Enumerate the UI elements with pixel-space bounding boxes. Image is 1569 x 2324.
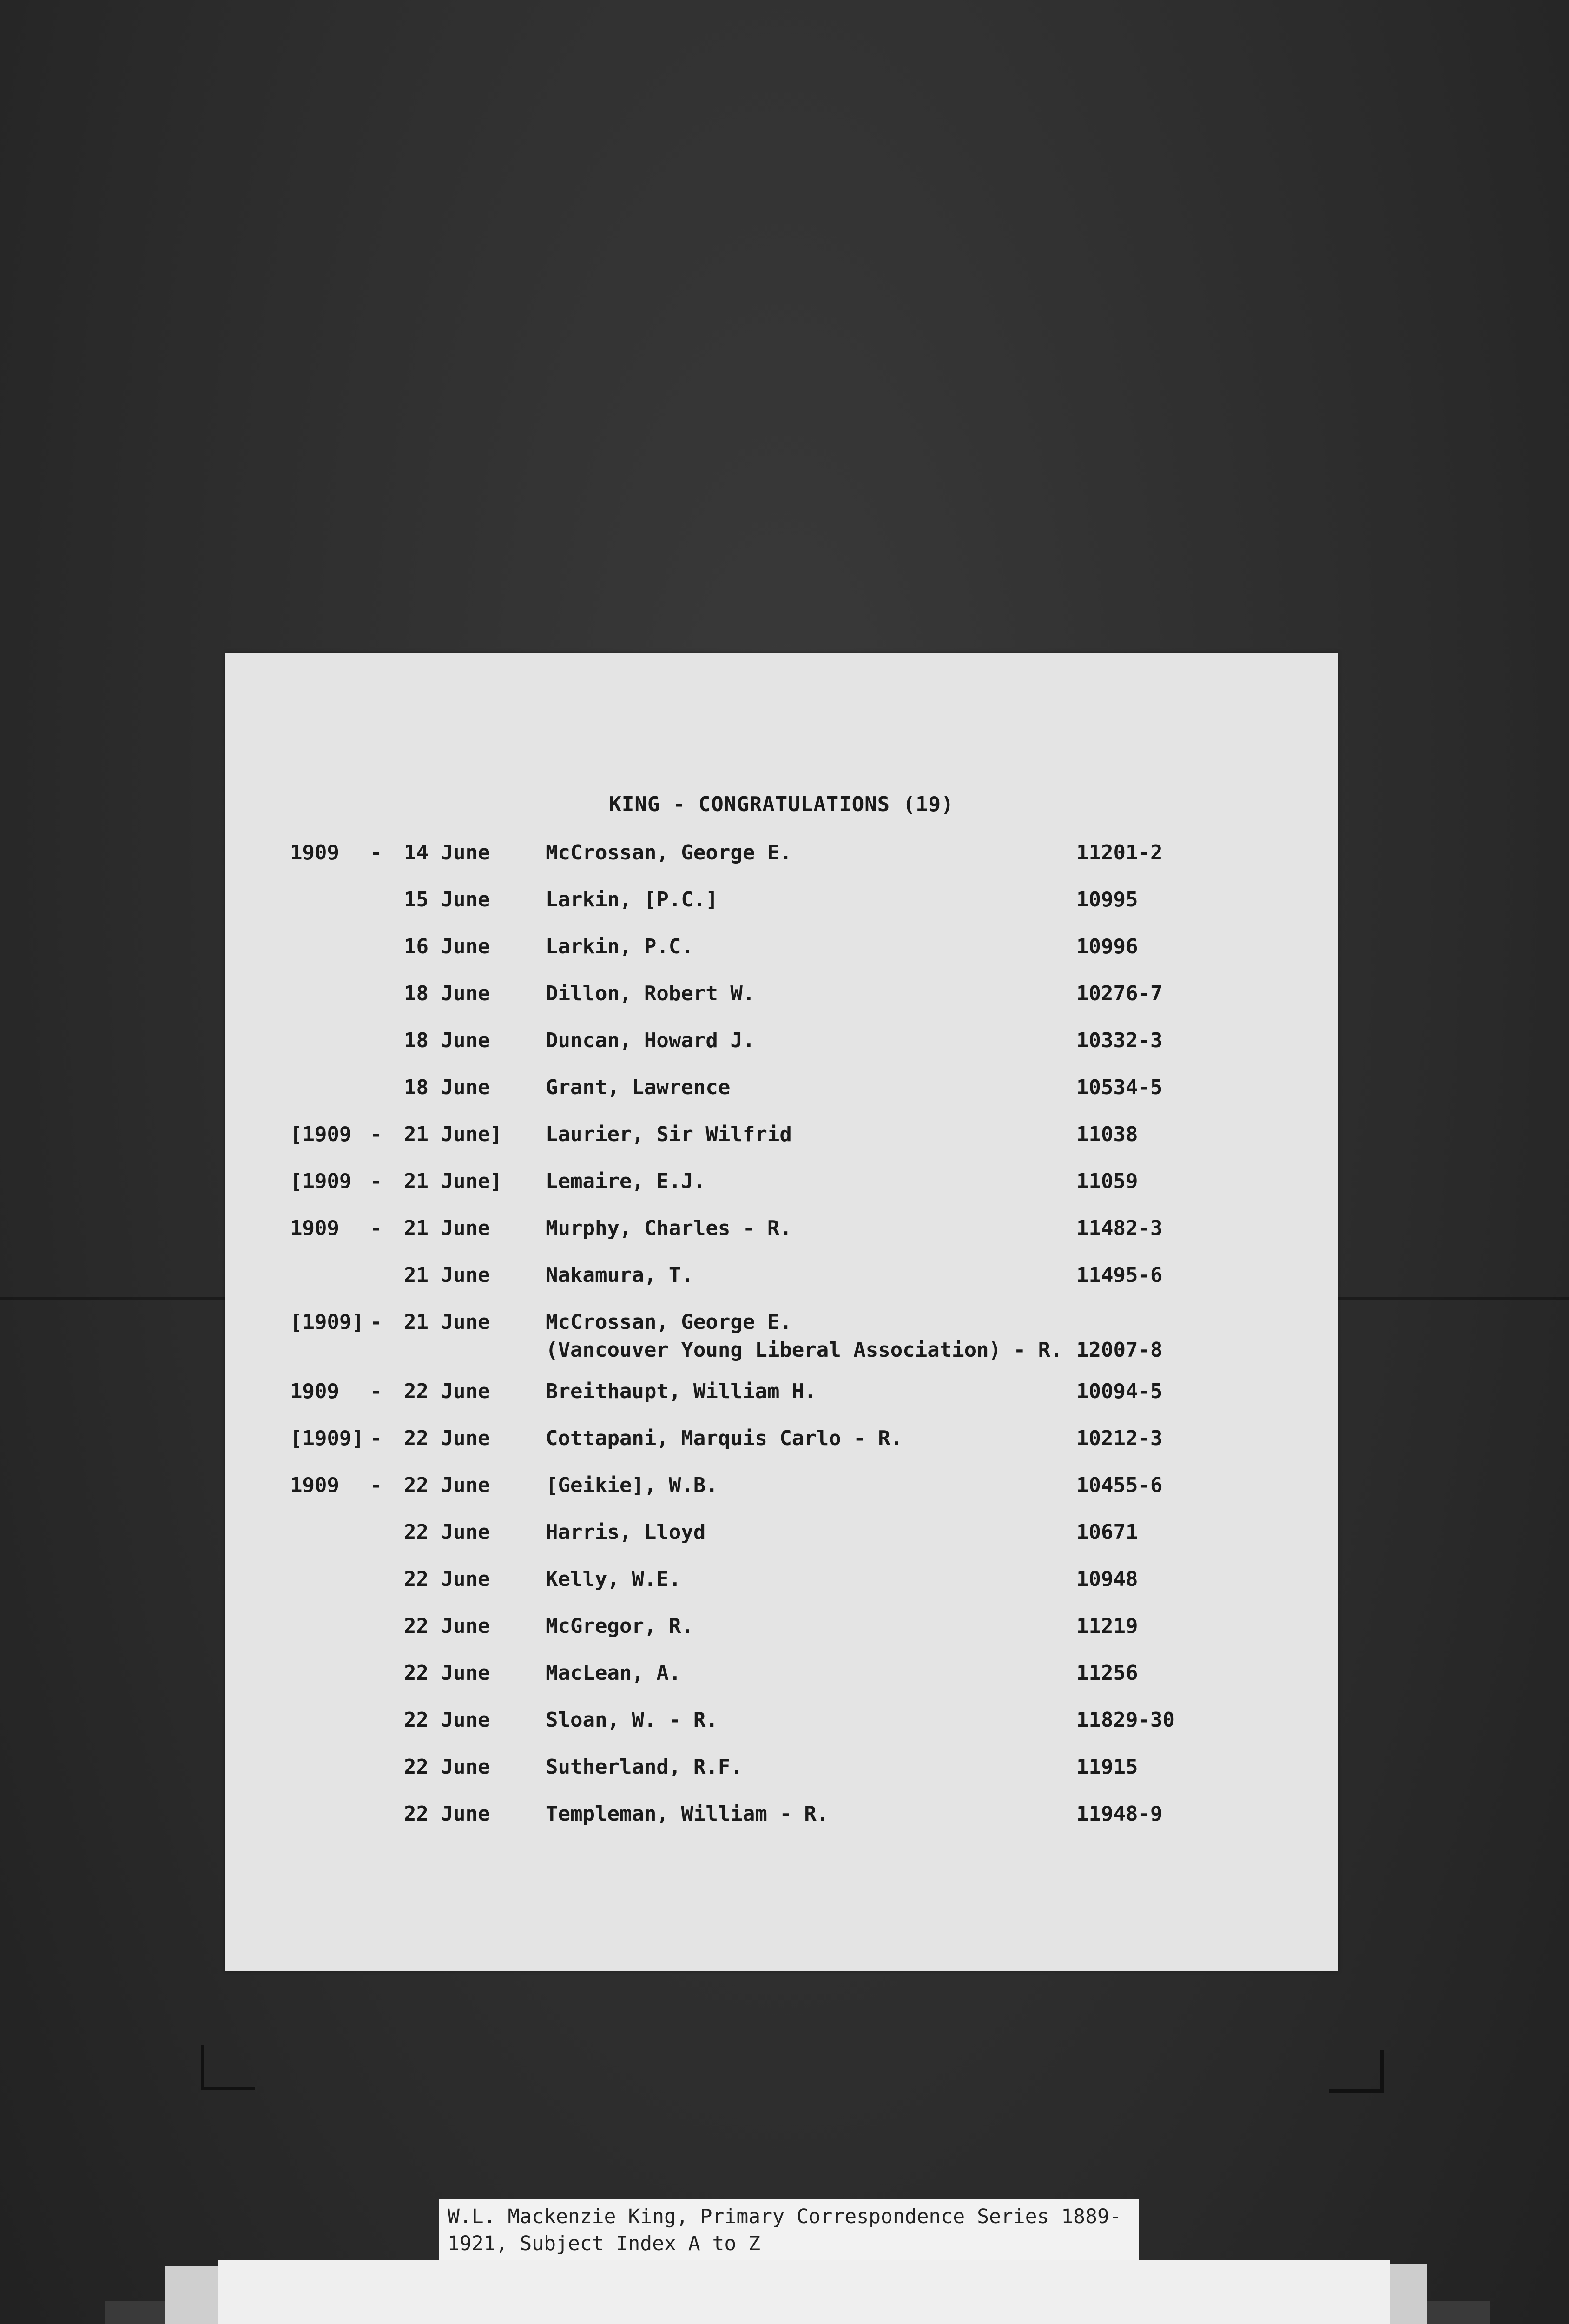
entry-reference: 11495-6 (1076, 1263, 1163, 1287)
entry-name: Grant, Lawrence (546, 1076, 731, 1099)
page-title: KING - CONGRATULATIONS (19) (609, 792, 954, 816)
entry-date: 16 June (404, 935, 490, 958)
entry-date: 22 June (404, 1614, 490, 1638)
entry-name: Kelly, W.E. (546, 1567, 681, 1591)
entry-year: [1909] (290, 1310, 364, 1334)
entry-date: 21 June] (404, 1169, 502, 1193)
entry-name: Murphy, Charles - R. (546, 1216, 792, 1240)
entry-reference: 11201-2 (1076, 841, 1163, 865)
caption-line-2: 1921, Subject Index A to Z (448, 2232, 761, 2255)
entry-year: 1909 (290, 1473, 339, 1497)
entry-name: Sloan, W. - R. (546, 1708, 718, 1732)
entry-dash: - (370, 1380, 382, 1403)
entry-date: 22 June (404, 1567, 490, 1591)
entry-reference: 10534-5 (1076, 1076, 1163, 1099)
entry-name: [Geikie], W.B. (546, 1473, 718, 1497)
entry-date: 18 June (404, 1076, 490, 1099)
crop-mark-right (1329, 2050, 1384, 2093)
entry-name: Dillon, Robert W. (546, 982, 755, 1005)
entry-reference: 11059 (1076, 1169, 1138, 1193)
entry-dash: - (370, 1310, 382, 1334)
entry-date: 15 June (404, 888, 490, 911)
entry-name: Templeman, William - R. (546, 1802, 829, 1826)
entry-date: 21 June (404, 1310, 490, 1334)
entry-year: [1909 (290, 1169, 352, 1193)
entry-name: Lemaire, E.J. (546, 1169, 706, 1193)
card-edge-left (165, 2266, 225, 2324)
entry-year: 1909 (290, 1380, 339, 1403)
entry-name: Cottapani, Marquis Carlo - R. (546, 1426, 903, 1450)
entry-date: 18 June (404, 1029, 490, 1052)
entry-date: 21 June (404, 1263, 490, 1287)
entry-name: Sutherland, R.F. (546, 1755, 743, 1779)
entry-reference: 11915 (1076, 1755, 1138, 1779)
entry-dash: - (370, 1216, 382, 1240)
entry-reference: 11219 (1076, 1614, 1138, 1638)
entry-dash: - (370, 1426, 382, 1450)
entry-reference: 10455-6 (1076, 1473, 1163, 1497)
entry-date: 21 June] (404, 1122, 502, 1146)
index-page (225, 653, 1338, 1971)
entry-date: 22 June (404, 1708, 490, 1732)
entry-year: 1909 (290, 1216, 339, 1240)
entry-name: McCrossan, George E. (546, 1310, 792, 1334)
entry-date: 22 June (404, 1520, 490, 1544)
entry-dash: - (370, 841, 382, 865)
entry-name: MacLean, A. (546, 1661, 681, 1685)
entry-reference: 11948-9 (1076, 1802, 1163, 1826)
entry-name: Harris, Lloyd (546, 1520, 706, 1544)
entry-reference: 10332-3 (1076, 1029, 1163, 1052)
entry-reference: 10212-3 (1076, 1426, 1163, 1450)
entry-reference: 11482-3 (1076, 1216, 1163, 1240)
entry-reference: 10094-5 (1076, 1380, 1163, 1403)
entry-reference: 11829-30 (1076, 1708, 1175, 1732)
entry-name: Breithaupt, William H. (546, 1380, 817, 1403)
entry-reference: 10996 (1076, 935, 1138, 958)
entry-dash: - (370, 1122, 382, 1146)
entry-date: 22 June (404, 1473, 490, 1497)
entry-name: Larkin, P.C. (546, 935, 693, 958)
entry-date: 22 June (404, 1755, 490, 1779)
entry-dash: - (370, 1473, 382, 1497)
entry-date: 18 June (404, 982, 490, 1005)
entry-name: McGregor, R. (546, 1614, 693, 1638)
entry-name-continued: (Vancouver Young Liberal Association) - R. (546, 1338, 1063, 1362)
entry-reference: 10995 (1076, 888, 1138, 911)
entry-date: 22 June (404, 1661, 490, 1685)
entry-reference: 10948 (1076, 1567, 1138, 1591)
entry-date: 22 June (404, 1380, 490, 1403)
entry-dash: - (370, 1169, 382, 1193)
entry-reference: 11256 (1076, 1661, 1138, 1685)
entry-reference: 12007-8 (1076, 1338, 1163, 1362)
entry-reference: 11038 (1076, 1122, 1138, 1146)
entry-year: 1909 (290, 841, 339, 865)
entry-name: McCrossan, George E. (546, 841, 792, 865)
caption-line-1: W.L. Mackenzie King, Primary Correspondence Series 1889- (448, 2205, 1121, 2228)
entry-date: 22 June (404, 1802, 490, 1826)
entry-year: [1909] (290, 1426, 364, 1450)
entry-name: Duncan, Howard J. (546, 1029, 755, 1052)
crop-mark-left (201, 2045, 255, 2090)
entry-date: 22 June (404, 1426, 490, 1450)
entry-name: Nakamura, T. (546, 1263, 693, 1287)
entry-date: 21 June (404, 1216, 490, 1240)
series-caption (439, 2199, 1139, 2261)
entry-year: [1909 (290, 1122, 352, 1146)
entry-date: 14 June (404, 841, 490, 865)
entry-reference: 10671 (1076, 1520, 1138, 1544)
entry-reference: 10276-7 (1076, 982, 1163, 1005)
archives-card (218, 2260, 1390, 2324)
entry-name: Laurier, Sir Wilfrid (546, 1122, 792, 1146)
entry-name: Larkin, [P.C.] (546, 888, 718, 911)
